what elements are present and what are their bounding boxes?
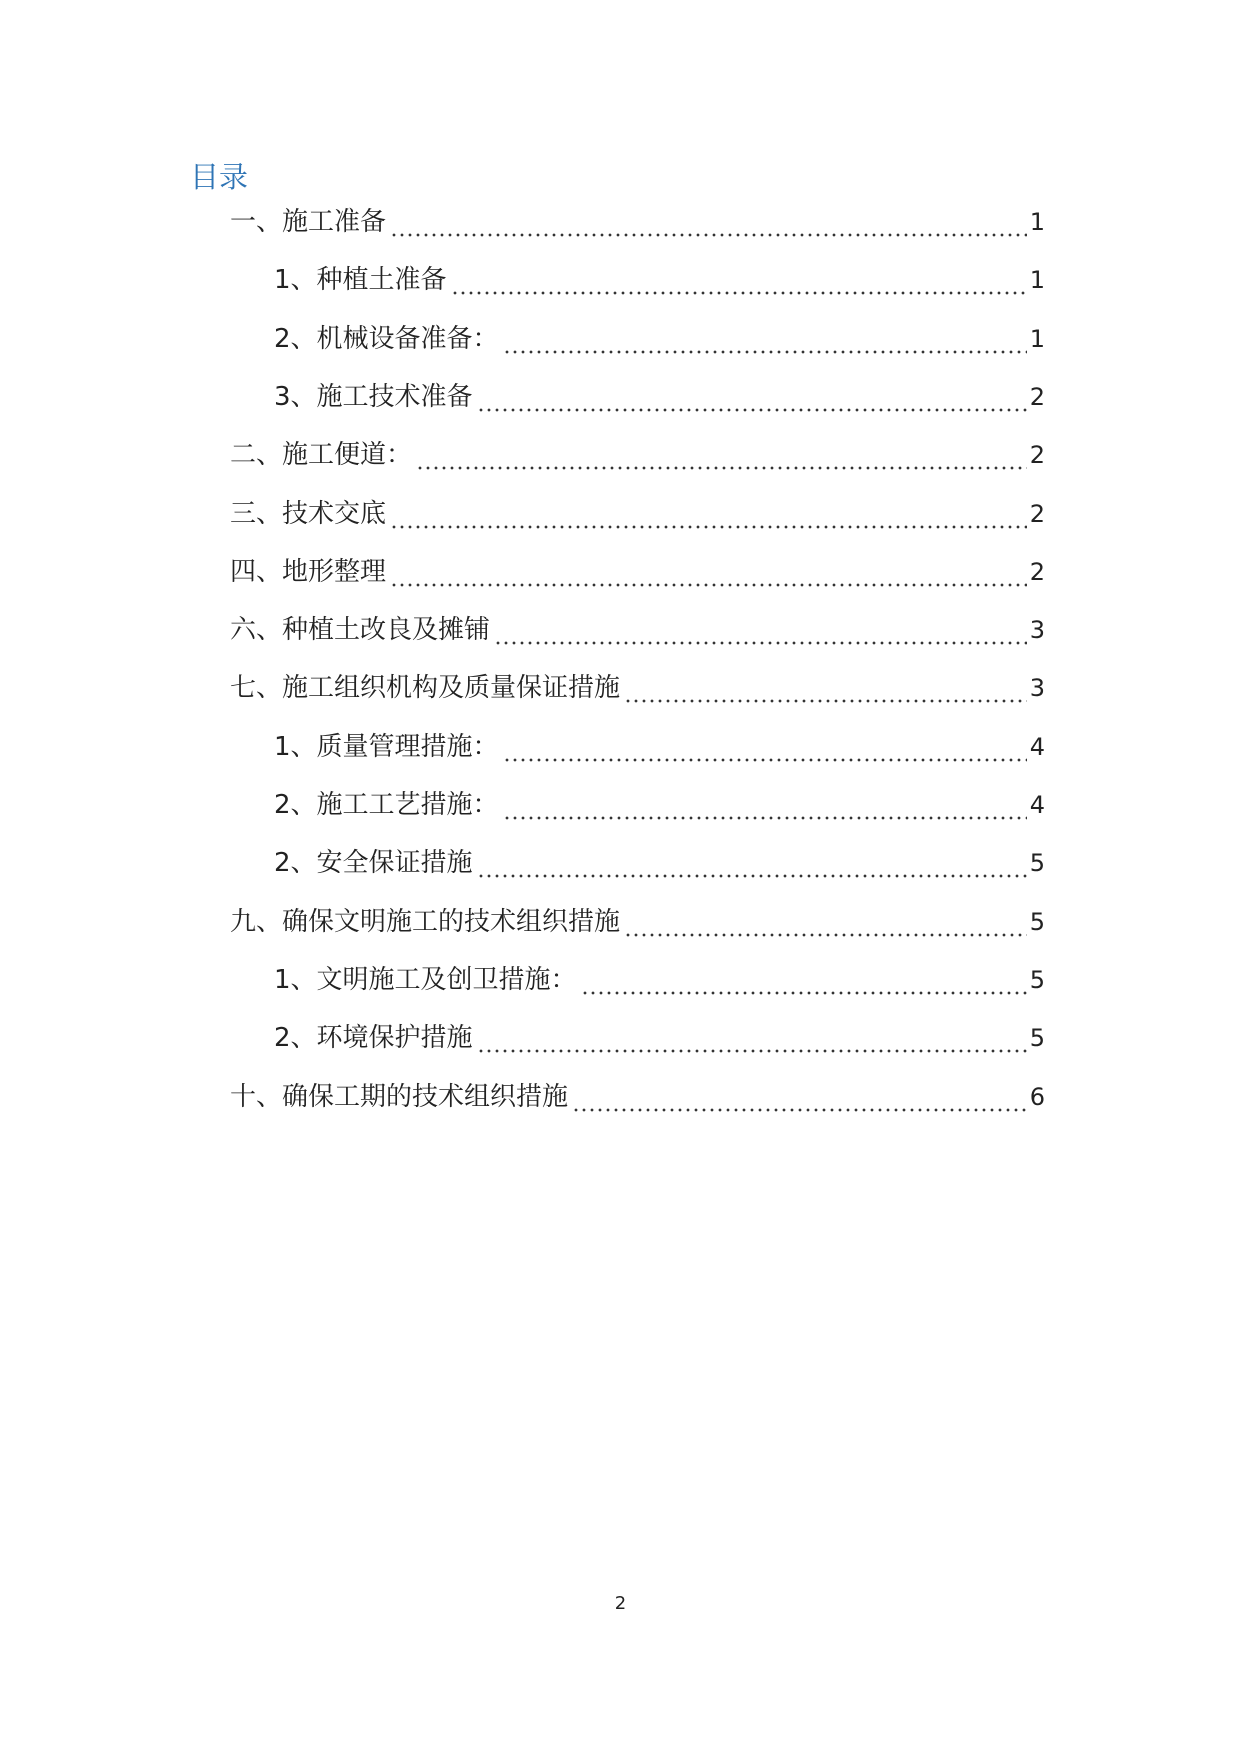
page-number: 2: [614, 1593, 627, 1614]
toc-entry-page: 5: [1029, 907, 1045, 936]
toc-entry-text: 施工准备: [282, 207, 387, 237]
toc-entry[interactable]: [230, 1077, 1045, 1117]
toc-entry-page: 4: [1029, 732, 1045, 761]
toc-entry-page: 6: [1029, 1082, 1045, 1111]
toc-entry-page: 5: [1029, 965, 1045, 994]
toc-entry-number: 三、: [230, 498, 283, 529]
toc-entry-number: 2、: [274, 1023, 317, 1054]
toc-entry-number: 二、: [230, 440, 283, 471]
toc-dot-leader: [503, 319, 1027, 359]
toc-entry-page: 5: [1029, 849, 1045, 878]
toc-entry-text: 种植土改良及摊铺: [282, 615, 491, 646]
toc-entry[interactable]: [230, 435, 1045, 475]
toc-entry[interactable]: [274, 377, 1045, 417]
toc-entry-number: 九、: [230, 906, 283, 937]
toc-entry-number: 六、: [230, 615, 283, 646]
toc-entry-page: 4: [1029, 791, 1045, 819]
toc-entry-text: 文明施工及创卫措施：: [316, 964, 577, 995]
toc-entry[interactable]: [274, 960, 1045, 1000]
toc-dot-leader: [390, 494, 1027, 534]
toc-entry-text: 确保工期的技术组织措施: [282, 1081, 569, 1112]
toc-dot-leader: [581, 960, 1027, 1000]
toc-entry[interactable]: [230, 902, 1045, 942]
toc-entry-number: 1、: [274, 731, 317, 762]
toc-dot-leader: [572, 1077, 1027, 1117]
toc-entry-text: 施工工艺措施：: [316, 790, 499, 820]
toc-entry-number: 1、: [274, 964, 317, 995]
toc-title: 目录: [190, 160, 249, 194]
toc-entry-number: 2、: [274, 790, 317, 820]
toc-entry-page: 1: [1029, 266, 1045, 295]
toc-entry-text: 机械设备准备：: [316, 323, 499, 354]
toc-entry[interactable]: [274, 319, 1045, 359]
toc-dot-leader: [416, 435, 1027, 475]
toc-entry[interactable]: [230, 202, 1045, 242]
toc-entry-number: 十、: [230, 1081, 283, 1112]
toc-entry[interactable]: [230, 494, 1045, 534]
toc-entry[interactable]: [230, 552, 1045, 592]
toc-entry[interactable]: [274, 1018, 1045, 1058]
toc-entry[interactable]: [274, 727, 1045, 767]
toc-entry-number: 2、: [274, 323, 317, 354]
toc-entry-page: 2: [1029, 441, 1045, 470]
toc-dot-leader: [477, 843, 1027, 883]
toc-entry-text: 环境保护措施: [316, 1023, 473, 1054]
toc-entry-text: 施工组织机构及质量保证措施: [282, 673, 621, 704]
toc-entry-page: 1: [1029, 208, 1045, 236]
toc-entry-text: 质量管理措施：: [316, 731, 499, 762]
toc-entry-number: 2、: [274, 848, 317, 879]
toc-entry-text: 安全保证措施: [316, 848, 473, 879]
toc-dot-leader: [503, 727, 1027, 767]
toc-entry-number: 四、: [230, 556, 283, 587]
toc-entry[interactable]: [230, 668, 1045, 708]
toc-entry[interactable]: [230, 610, 1045, 650]
toc-entry[interactable]: [274, 260, 1045, 300]
toc-entry-text: 地形整理: [282, 556, 387, 587]
toc-entry-text: 施工便道：: [282, 440, 413, 471]
toc-dot-leader: [390, 552, 1027, 592]
toc-entry-page: 1: [1029, 324, 1045, 353]
toc-dot-leader: [624, 902, 1027, 942]
toc-entry-text: 技术交底: [282, 498, 387, 529]
toc-entry-page: 2: [1029, 557, 1045, 586]
toc-entry[interactable]: [274, 843, 1045, 883]
toc-entry-number: 3、: [274, 381, 317, 412]
toc-dot-leader: [494, 610, 1027, 650]
toc-dot-leader: [477, 377, 1027, 417]
toc-entry-number: 七、: [230, 673, 283, 704]
toc-entry-number: 1、: [274, 265, 317, 296]
toc-entry-number: 一、: [230, 207, 283, 237]
toc-entry-page: 3: [1029, 616, 1045, 645]
toc-dot-leader: [477, 1018, 1027, 1058]
toc-entry-text: 确保文明施工的技术组织措施: [282, 906, 621, 937]
toc-dot-leader: [451, 260, 1027, 300]
toc-entry[interactable]: [274, 785, 1045, 825]
toc-dot-leader: [503, 785, 1027, 825]
toc-entry-text: 施工技术准备: [316, 381, 473, 412]
toc-dot-leader: [624, 668, 1027, 708]
toc-entry-text: 种植土准备: [316, 265, 447, 296]
toc-entry-page: 5: [1029, 1024, 1045, 1053]
toc-dot-leader: [390, 202, 1027, 242]
toc-entry-page: 2: [1029, 499, 1045, 528]
toc-entry-page: 3: [1029, 674, 1045, 703]
toc-entry-page: 2: [1029, 382, 1045, 411]
